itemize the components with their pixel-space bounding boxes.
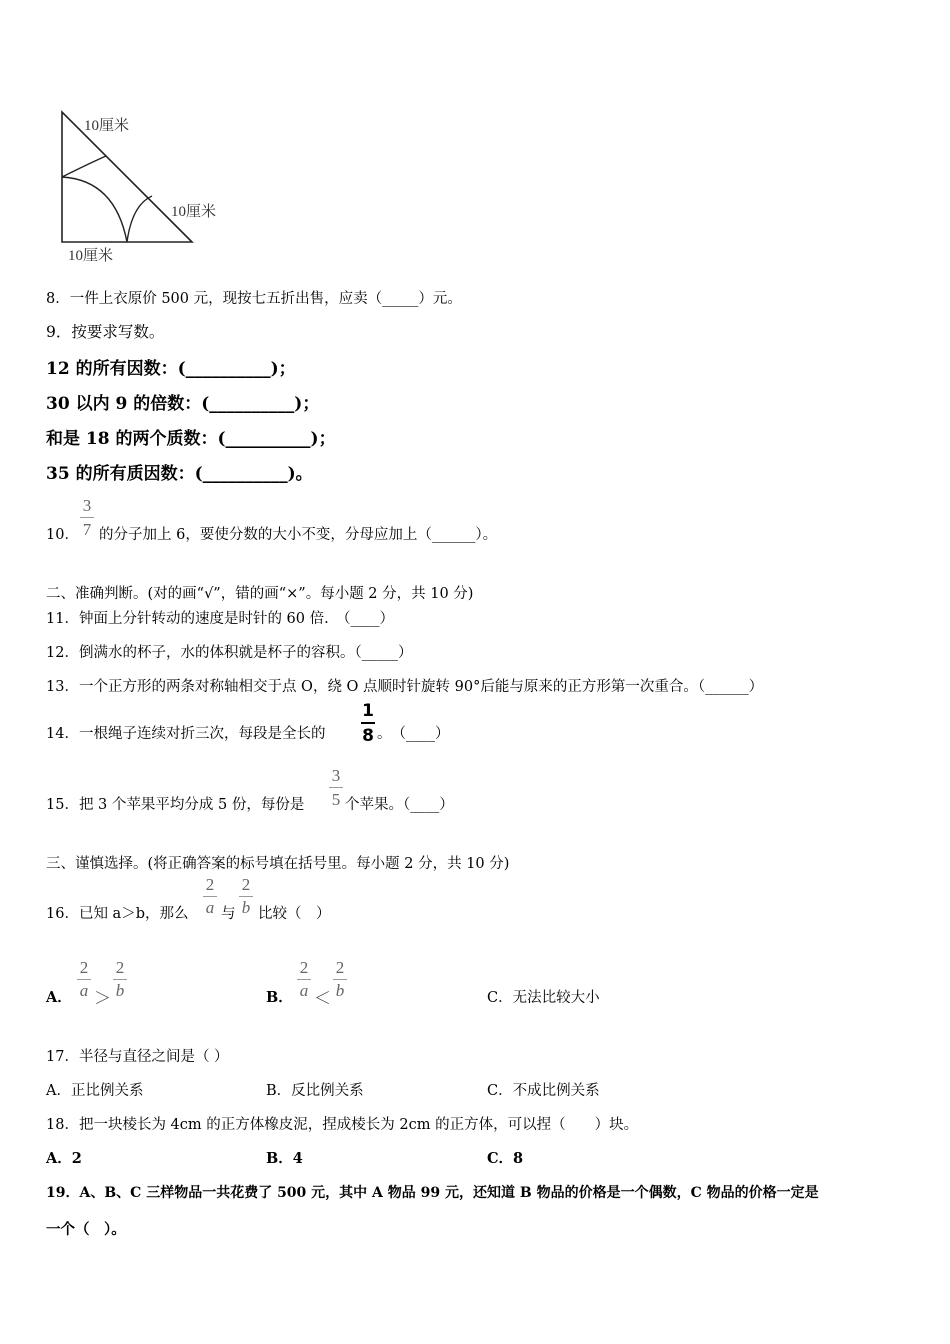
- fraction-denominator: b: [241, 898, 251, 917]
- section-2-title: 二、准确判断。(对的画“√”，错的画“×”。每小题 2 分，共 10 分): [46, 586, 474, 602]
- fraction-bar: [239, 896, 253, 897]
- fraction-numerator: 1: [362, 701, 374, 721]
- question-9-title: 9．按要求写数。: [46, 323, 165, 341]
- option-18-a[interactable]: A．2: [46, 1150, 82, 1167]
- fraction-numerator: 3: [331, 766, 341, 785]
- fraction-denominator: 5: [331, 790, 341, 809]
- arc-top: [62, 156, 106, 177]
- question-10-text: 的分子加上 6，要使分数的大小不变，分母应加上（______）。: [99, 527, 498, 543]
- arc-right: [127, 196, 152, 242]
- fraction-bar: [297, 979, 311, 980]
- label-bottom: 10厘米: [68, 248, 114, 264]
- option-18-c[interactable]: C．8: [487, 1150, 524, 1167]
- fraction-bar: [203, 896, 217, 897]
- option-17-b[interactable]: B．反比例关系: [266, 1083, 364, 1099]
- question-18: 18．把一块棱长为 4cm 的正方体橡皮泥，捏成棱长为 2cm 的正方体，可以捏（ ）块。: [46, 1117, 639, 1133]
- fraction-denominator: b: [115, 981, 125, 1000]
- fraction-denominator: a: [299, 981, 309, 1000]
- label-top: 10厘米: [84, 118, 130, 134]
- option-18-b[interactable]: B．4: [266, 1150, 303, 1167]
- fraction-numerator: 2: [79, 958, 89, 977]
- fraction-numerator: 2: [241, 875, 251, 894]
- option-a-operator: ＞: [94, 989, 111, 1009]
- question-12: 12．倒满水的杯子，水的体积就是杯子的容积。（_____）: [46, 645, 413, 661]
- option-16-c[interactable]: C．无法比较大小: [487, 990, 600, 1006]
- fraction-numerator: 3: [82, 496, 92, 515]
- option-17-a[interactable]: A．正比例关系: [46, 1083, 144, 1099]
- question-14-text: 14．一根绳子连续对折三次，每段是全长的: [46, 726, 326, 742]
- fraction-bar: [333, 979, 347, 980]
- option-16-a[interactable]: [46, 958, 226, 1008]
- section-3-title: 三、谨慎选择。(将正确答案的标号填在括号里。每小题 2 分，共 10 分): [46, 856, 510, 872]
- question-9-line-3: 和是 18 的两个质数：(__________)；: [46, 429, 336, 449]
- question-17: 17．半径与直径之间是（ ）: [46, 1049, 229, 1065]
- fraction-bar: [80, 517, 94, 518]
- fraction-bar: [361, 722, 375, 724]
- question-16-mid: 与: [221, 906, 236, 922]
- fraction-denominator: b: [335, 981, 345, 1000]
- question-15-text: 15．把 3 个苹果平均分成 5 份，每份是: [46, 797, 305, 813]
- question-16-text: 16．已知 a＞b，那么: [46, 906, 189, 922]
- question-8: 8．一件上衣原价 500 元，现按七五折出售，应卖（_____）元。: [46, 291, 462, 307]
- question-15-after: 个苹果。（____）: [345, 797, 454, 813]
- fraction-bar: [113, 979, 127, 980]
- fraction-denominator: a: [79, 981, 89, 1000]
- fraction-numerator: 2: [205, 875, 215, 894]
- question-16-after: 比较（ ）: [258, 906, 331, 922]
- question-11: 11．钟面上分针转动的速度是时针的 60 倍. （____）: [46, 611, 394, 627]
- question-10-number: 10．: [46, 527, 79, 543]
- question-9-line-2: 30 以内 9 的倍数：(__________)；: [46, 394, 320, 414]
- fraction-denominator: a: [205, 898, 215, 917]
- fraction-bar: [77, 979, 91, 980]
- option-label: A．: [46, 989, 72, 1006]
- option-label: B．: [266, 989, 293, 1006]
- fraction-numerator: 2: [335, 958, 345, 977]
- question-14-after: 。 （____）: [377, 726, 450, 742]
- fraction-numerator: 2: [115, 958, 125, 977]
- fraction-denominator: 8: [362, 726, 374, 746]
- question-19-line-2: 一个（ ）。: [46, 1221, 126, 1238]
- question-9-line-4: 35 的所有质因数：(__________)。: [46, 464, 313, 484]
- fraction-numerator: 2: [299, 958, 309, 977]
- option-b-operator: ＜: [314, 989, 331, 1009]
- arc-middle: [62, 177, 127, 242]
- label-right: 10厘米: [171, 204, 217, 220]
- question-13: 13．一个正方形的两条对称轴相交于点 O，绕 O 点顺时针旋转 90°后能与原来的正方形第一次重合。（______）: [46, 679, 764, 695]
- question-19-line-1: 19．A、B、C 三样物品一共花费了 500 元，其中 A 物品 99 元，还知道 B 物品的价格是一个偶数，C 物品的价格一定是: [46, 1185, 819, 1201]
- triangle-figure: [40, 100, 250, 270]
- fraction-bar: [329, 787, 343, 788]
- question-9-line-1: 12 的所有因数：(__________)；: [46, 359, 296, 379]
- fraction-denominator: 7: [82, 520, 92, 539]
- option-16-b[interactable]: [266, 958, 446, 1008]
- option-17-c[interactable]: C．不成比例关系: [487, 1083, 600, 1099]
